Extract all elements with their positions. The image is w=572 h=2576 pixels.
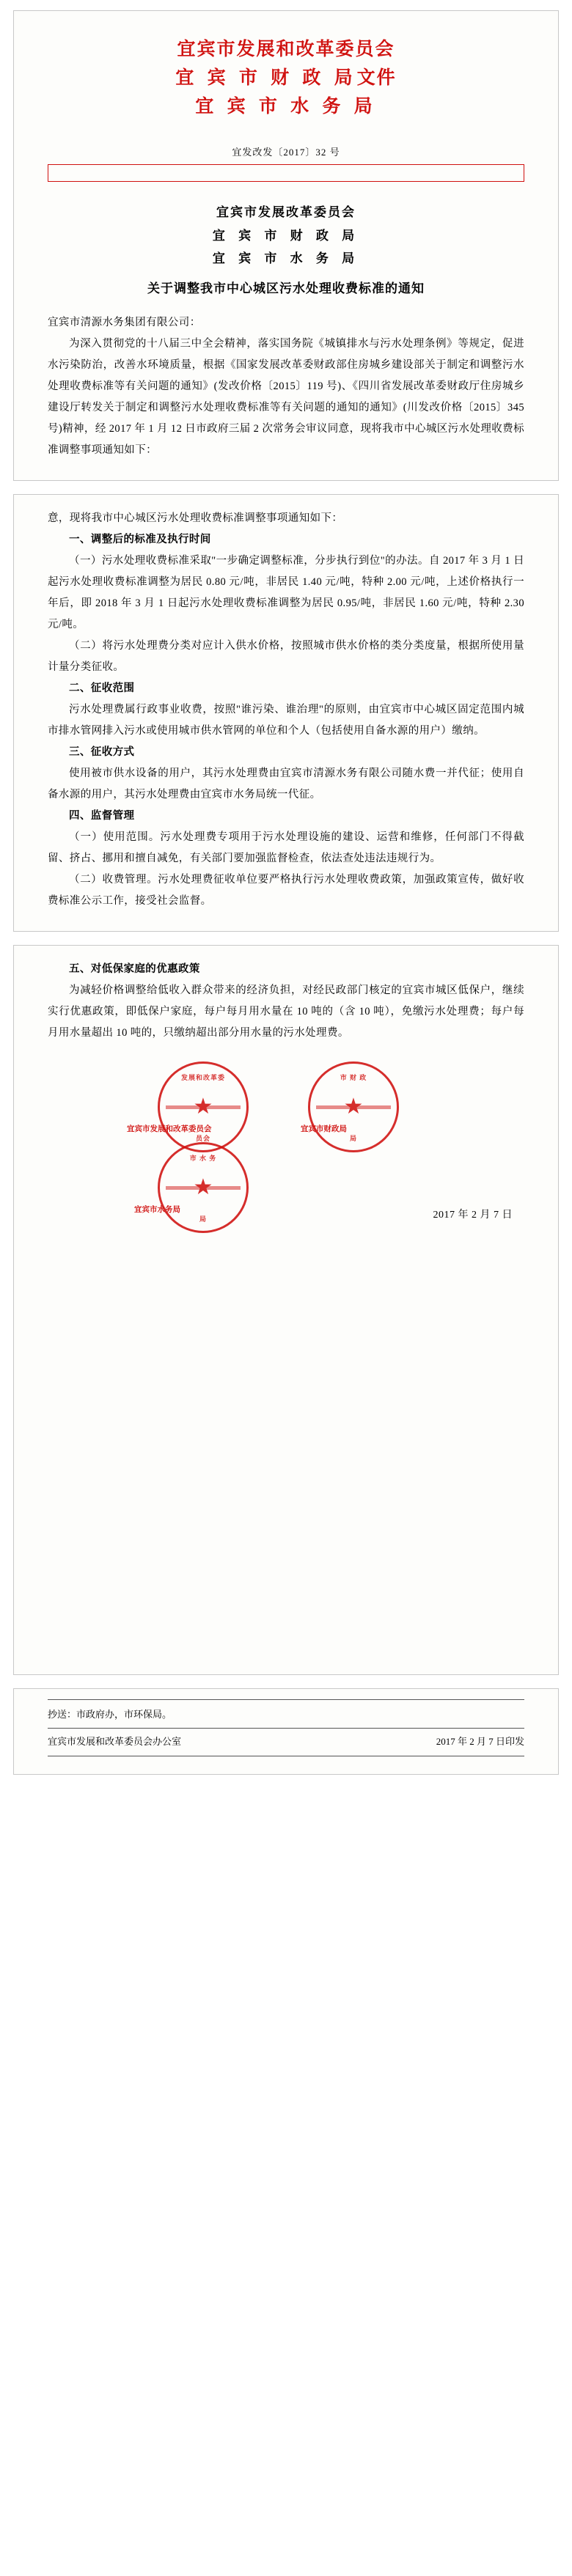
paragraph-preamble-continued: 意，现将我市中心城区污水处理收费标准调整事项通知如下：	[48, 512, 343, 524]
footer-copy-to: 抄送：市政府办，市环保局。	[48, 1708, 172, 1720]
footer-copy-row	[48, 1706, 524, 1724]
seal-2-arc-top: 市 财 政	[340, 1073, 367, 1081]
footer-issuer-office: 宜宾市发展和改革委员会办公室	[48, 1736, 182, 1748]
star-icon: ★	[193, 1094, 213, 1119]
seal-2-caption: 宜宾市财政局	[301, 1125, 347, 1133]
footer-print-date: 2017 年 2 月 7 日印发	[436, 1736, 524, 1748]
blank-page-area	[48, 1245, 524, 1655]
seal-1-caption: 宜宾市发展和改革委员会	[127, 1125, 212, 1133]
document-number: 宜发改发〔2017〕32 号	[232, 147, 340, 158]
document-page	[0, 10, 572, 2576]
footer-top-rule	[48, 1699, 524, 1700]
section-2-text: 污水处理费属行政事业收费，按照"谁污染、谁治理"的原则，由宜宾市中心城区固定范围内城市排水管网排入污水或使用城市供水管网的单位和个人（包括使用自备水源的用户）缴纳。	[48, 703, 524, 737]
seal-2-arc-bottom: 局	[349, 1134, 357, 1142]
signature-date: 2017 年 2 月 7 日	[433, 1209, 513, 1221]
issuer-line-3: 宜 宾 市 水 务 局	[212, 251, 360, 266]
section-1-item-2: （二）将污水处理费分类对应计入供水价格，按照城市供水价格的类分类度量，根据所使用量计量分类征收。	[48, 639, 524, 673]
development-reform-commission-seal-icon	[158, 1061, 249, 1152]
masthead-line-2-main: 宜 宾 市 财 政 局	[175, 67, 357, 88]
paragraph-preamble: 为深入贯彻党的十八届三中全会精神，落实国务院《城镇排水与污水处理条例》等规定，促进水污染防治，改善水环境质量，根据《国家发展改革委财政部住房城乡建设部关于制定和调整污水处理收费标准等有关问题的通知》(发改价格〔2015〕119 号)、《四川省发展改革委财政厅住房城乡建设厅转发关于制定和调整污水处理收费标准等有关问题的通知的通知》(川发改价格〔2015〕345 号)精神，经 2017 年 1 月 12 日市政府三届 2 次常务会审议同意，现将我市中心城区污水处理收费标准调整事项通知如下：	[48, 337, 524, 456]
issuer-line-2: 宜 宾 市 财 政 局	[212, 228, 360, 243]
document-segment-body	[13, 494, 559, 932]
masthead-line-1: 宜宾市发展和改革委员会	[177, 40, 395, 59]
section-4-item-2: （二）收费管理。污水处理费征收单位要严格执行污水处理收费政策，加强政策宣传，做好收费标准公示工作，接受社会监督。	[48, 873, 524, 907]
seal-1-arc-bottom: 员会	[195, 1134, 210, 1142]
star-icon: ★	[343, 1094, 364, 1119]
document-segment-closing	[13, 945, 559, 1675]
finance-bureau-seal-icon	[308, 1061, 399, 1152]
masthead-line-2	[48, 65, 524, 93]
star-icon: ★	[193, 1174, 213, 1199]
seal-1-arc-top: 发展和改革委	[180, 1073, 225, 1081]
issuer-line-1: 宜宾市发展改革委员会	[216, 205, 356, 220]
section-heading-5: 五、对低保家庭的优惠政策	[69, 963, 200, 975]
section-heading-2: 二、征收范围	[69, 682, 135, 694]
addressee-line: 宜宾市清源水务集团有限公司：	[48, 316, 201, 328]
document-masthead	[48, 24, 524, 125]
masthead-line-3: 宜 宾 市 水 务 局	[195, 96, 377, 117]
seal-3-arc-bottom: 局	[199, 1215, 207, 1223]
footer-issuer-row	[48, 1733, 524, 1751]
issuer-block	[48, 201, 524, 270]
section-5-text: 为减轻价格调整给低收入群众带来的经济负担，对经民政部门核定的宜宾市城区低保户，继续实行优惠政策，即低保户家庭，每户每月用水量在 10 吨的（含 10 吨），免缴污水处理费；每户每月用水量超出 10 吨的，只缴纳超出部分用水量的污水处理费。	[48, 984, 524, 1039]
document-segment-header	[13, 10, 559, 481]
document-footer	[13, 1688, 559, 1775]
seal-3-arc-top: 市 水 务	[189, 1154, 217, 1162]
section-heading-3: 三、征收方式	[69, 746, 135, 758]
red-frame-box	[48, 165, 524, 182]
section-1-item-1: （一）污水处理收费标准采取"一步确定调整标准，分步执行到位"的办法。自 2017 年 3 月 1 日起污水处理收费标准调整为居民 0.80 元/吨，非居民 1.40 元/吨，特种 2.00 元/吨，上述价格执行一年后，即 2018 年 3 月 1 日起污水处理收费标准调整为居民 0.95/吨，非居民 1.60 元/吨，特种 2.30 元/吨。	[48, 554, 524, 630]
section-heading-1: 一、调整后的标准及执行时间	[69, 533, 211, 545]
water-bureau-seal-icon	[158, 1142, 249, 1233]
section-heading-4: 四、监督管理	[69, 809, 135, 822]
masthead-line-2-tail: 文件	[356, 67, 397, 88]
document-title: 关于调整我市中心城区污水处理收费标准的通知	[147, 281, 425, 295]
official-stamp-area	[48, 1061, 524, 1245]
footer-middle-rule	[48, 1728, 524, 1729]
seal-3-caption: 宜宾市水务局	[134, 1205, 180, 1214]
section-3-text: 使用被市供水设备的用户，其污水处理费由宜宾市清源水务有限公司随水费一并代征；使用自备水源的用户，其污水处理费由宜宾市水务局统一代征。	[48, 767, 524, 801]
section-4-item-1: （一）使用范围。污水处理费专项用于污水处理设施的建设、运营和维修，任何部门不得截留、挤占、挪用和擅自减免，有关部门要加强监督检查，依法查处违法违规行为。	[48, 831, 524, 864]
